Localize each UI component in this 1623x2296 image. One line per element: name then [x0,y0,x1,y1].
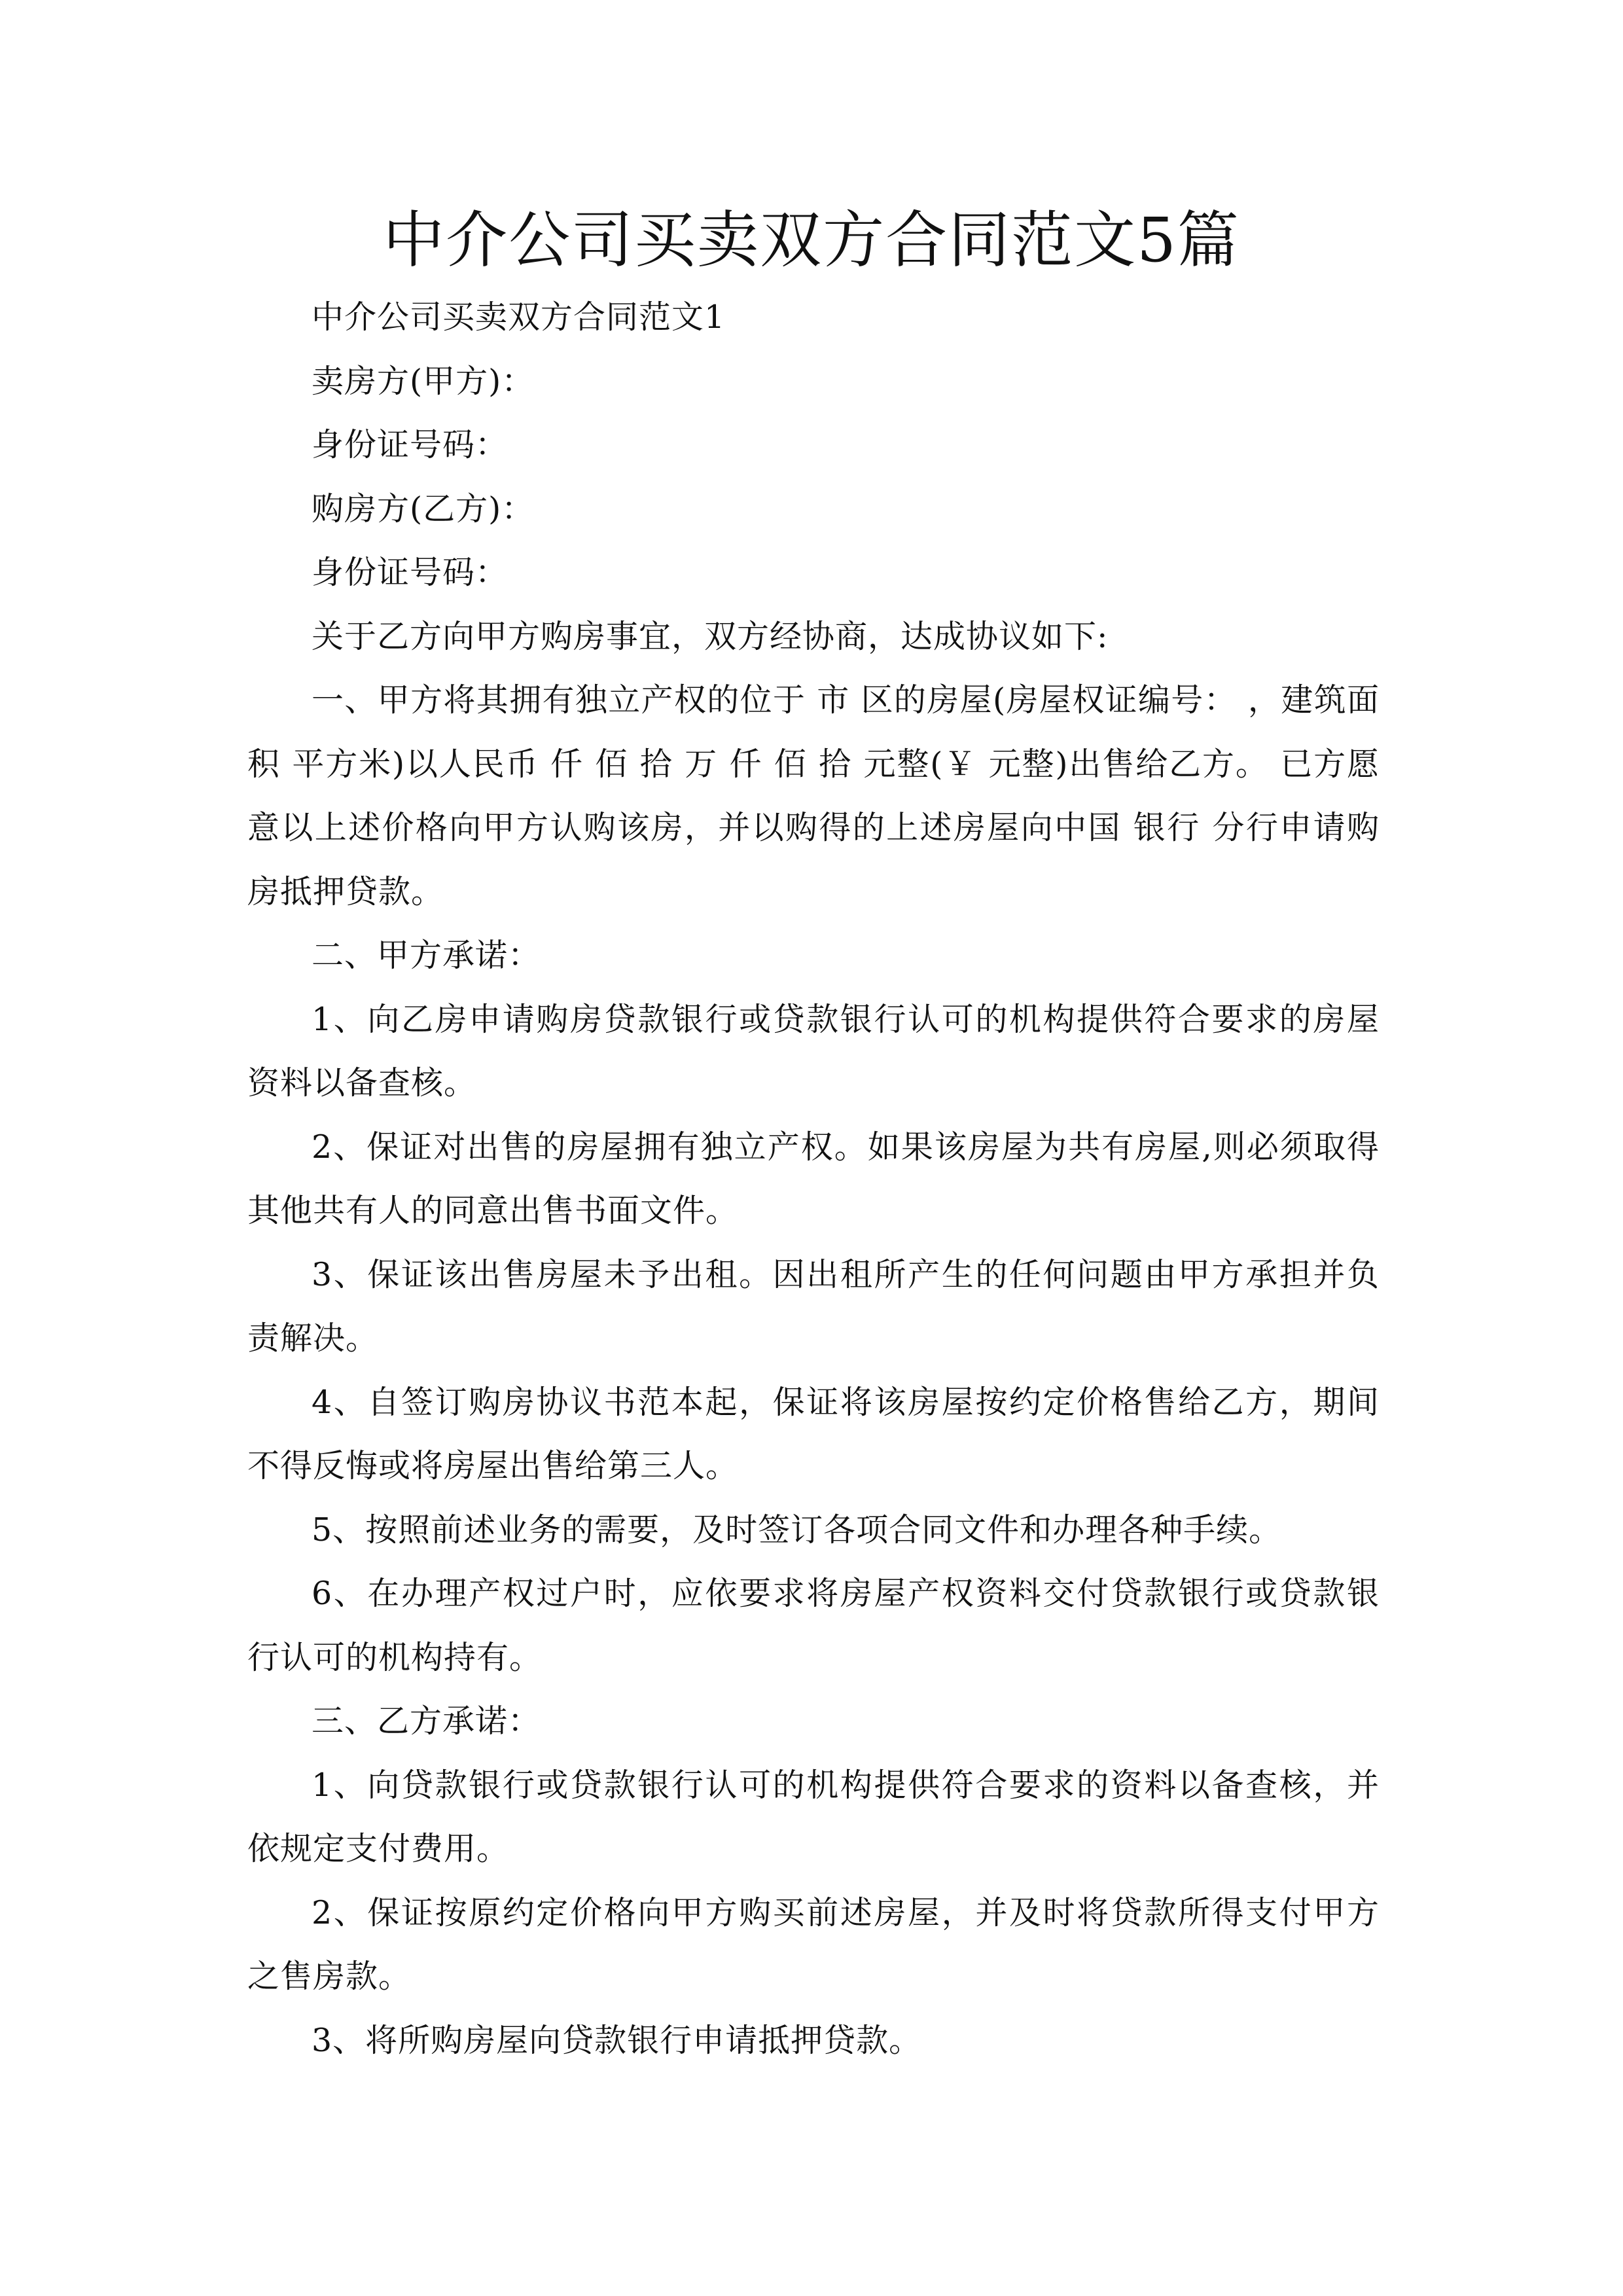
paragraph-section-2: 二、甲方承诺： [312,937,541,974]
paragraph-buyer: 购房方(乙方)： [312,490,535,528]
paragraph-item-2-4: 4、自签订购房协议书范本起，保证将该房屋按约定价格售给乙方，期间不得反悔或将房屋出售给第三人。 [247,1383,1380,1484]
paragraph-buyer-id: 身份证号码： [312,554,508,591]
paragraph-item-2-1: 1、向乙房申请购房贷款银行或贷款银行认可的机构提供符合要求的房屋资料以备查核。 [247,1000,1380,1102]
paragraph-item-3-2: 2、保证按原约定价格向甲方购买前述房屋，并及时将贷款所得支付甲方之售房款。 [247,1893,1380,1995]
document-title: 中介公司买卖双方合同范文5篇 [383,205,1240,276]
paragraph-item-2-3: 3、保证该出售房屋未予出租。因出租所产生的任何问题由甲方承担并负责解决。 [247,1255,1380,1357]
paragraph-seller: 卖房方(甲方)： [312,362,535,400]
paragraph-item-2-6: 6、在办理产权过户时，应依要求将房屋产权资料交付贷款银行或贷款银行认可的机构持有。 [247,1575,1380,1676]
paragraph-seller-id: 身份证号码： [312,426,508,463]
paragraph-section-3: 三、乙方承诺： [312,1702,541,1740]
paragraph-clause-1: 一、甲方将其拥有独立产权的位于 市 区的房屋(房屋权证编号： ，建筑面积 平方米)以人民币 仟 佰 拾 万 仟 佰 拾 元整(￥ 元整)出售给乙方。 已方愿意以上述价格向甲方认购该房，并以购得的上述房屋向中国 银行 分行申请购房抵押贷款。 [247,681,1380,910]
document-body [247,285,1380,2072]
paragraph-heading-1: 中介公司买卖双方合同范文1 [312,298,726,336]
paragraph-item-2-5: 5、按照前述业务的需要，及时签订各项合同文件和办理各种手续。 [312,1511,1282,1549]
paragraph-item-3-3: 3、将所购房屋向贷款银行申请抵押贷款。 [312,2021,922,2059]
paragraph-item-2-2: 2、保证对出售的房屋拥有独立产权。如果该房屋为共有房屋,则必须取得其他共有人的同意出售书面文件。 [247,1128,1380,1229]
paragraph-intro: 关于乙方向甲方购房事宜，双方经协商，达成协议如下: [312,617,1109,655]
paragraph-item-3-1: 1、向贷款银行或贷款银行认可的机构提供符合要求的资料以备查核，并依规定支付费用。 [247,1766,1380,1867]
